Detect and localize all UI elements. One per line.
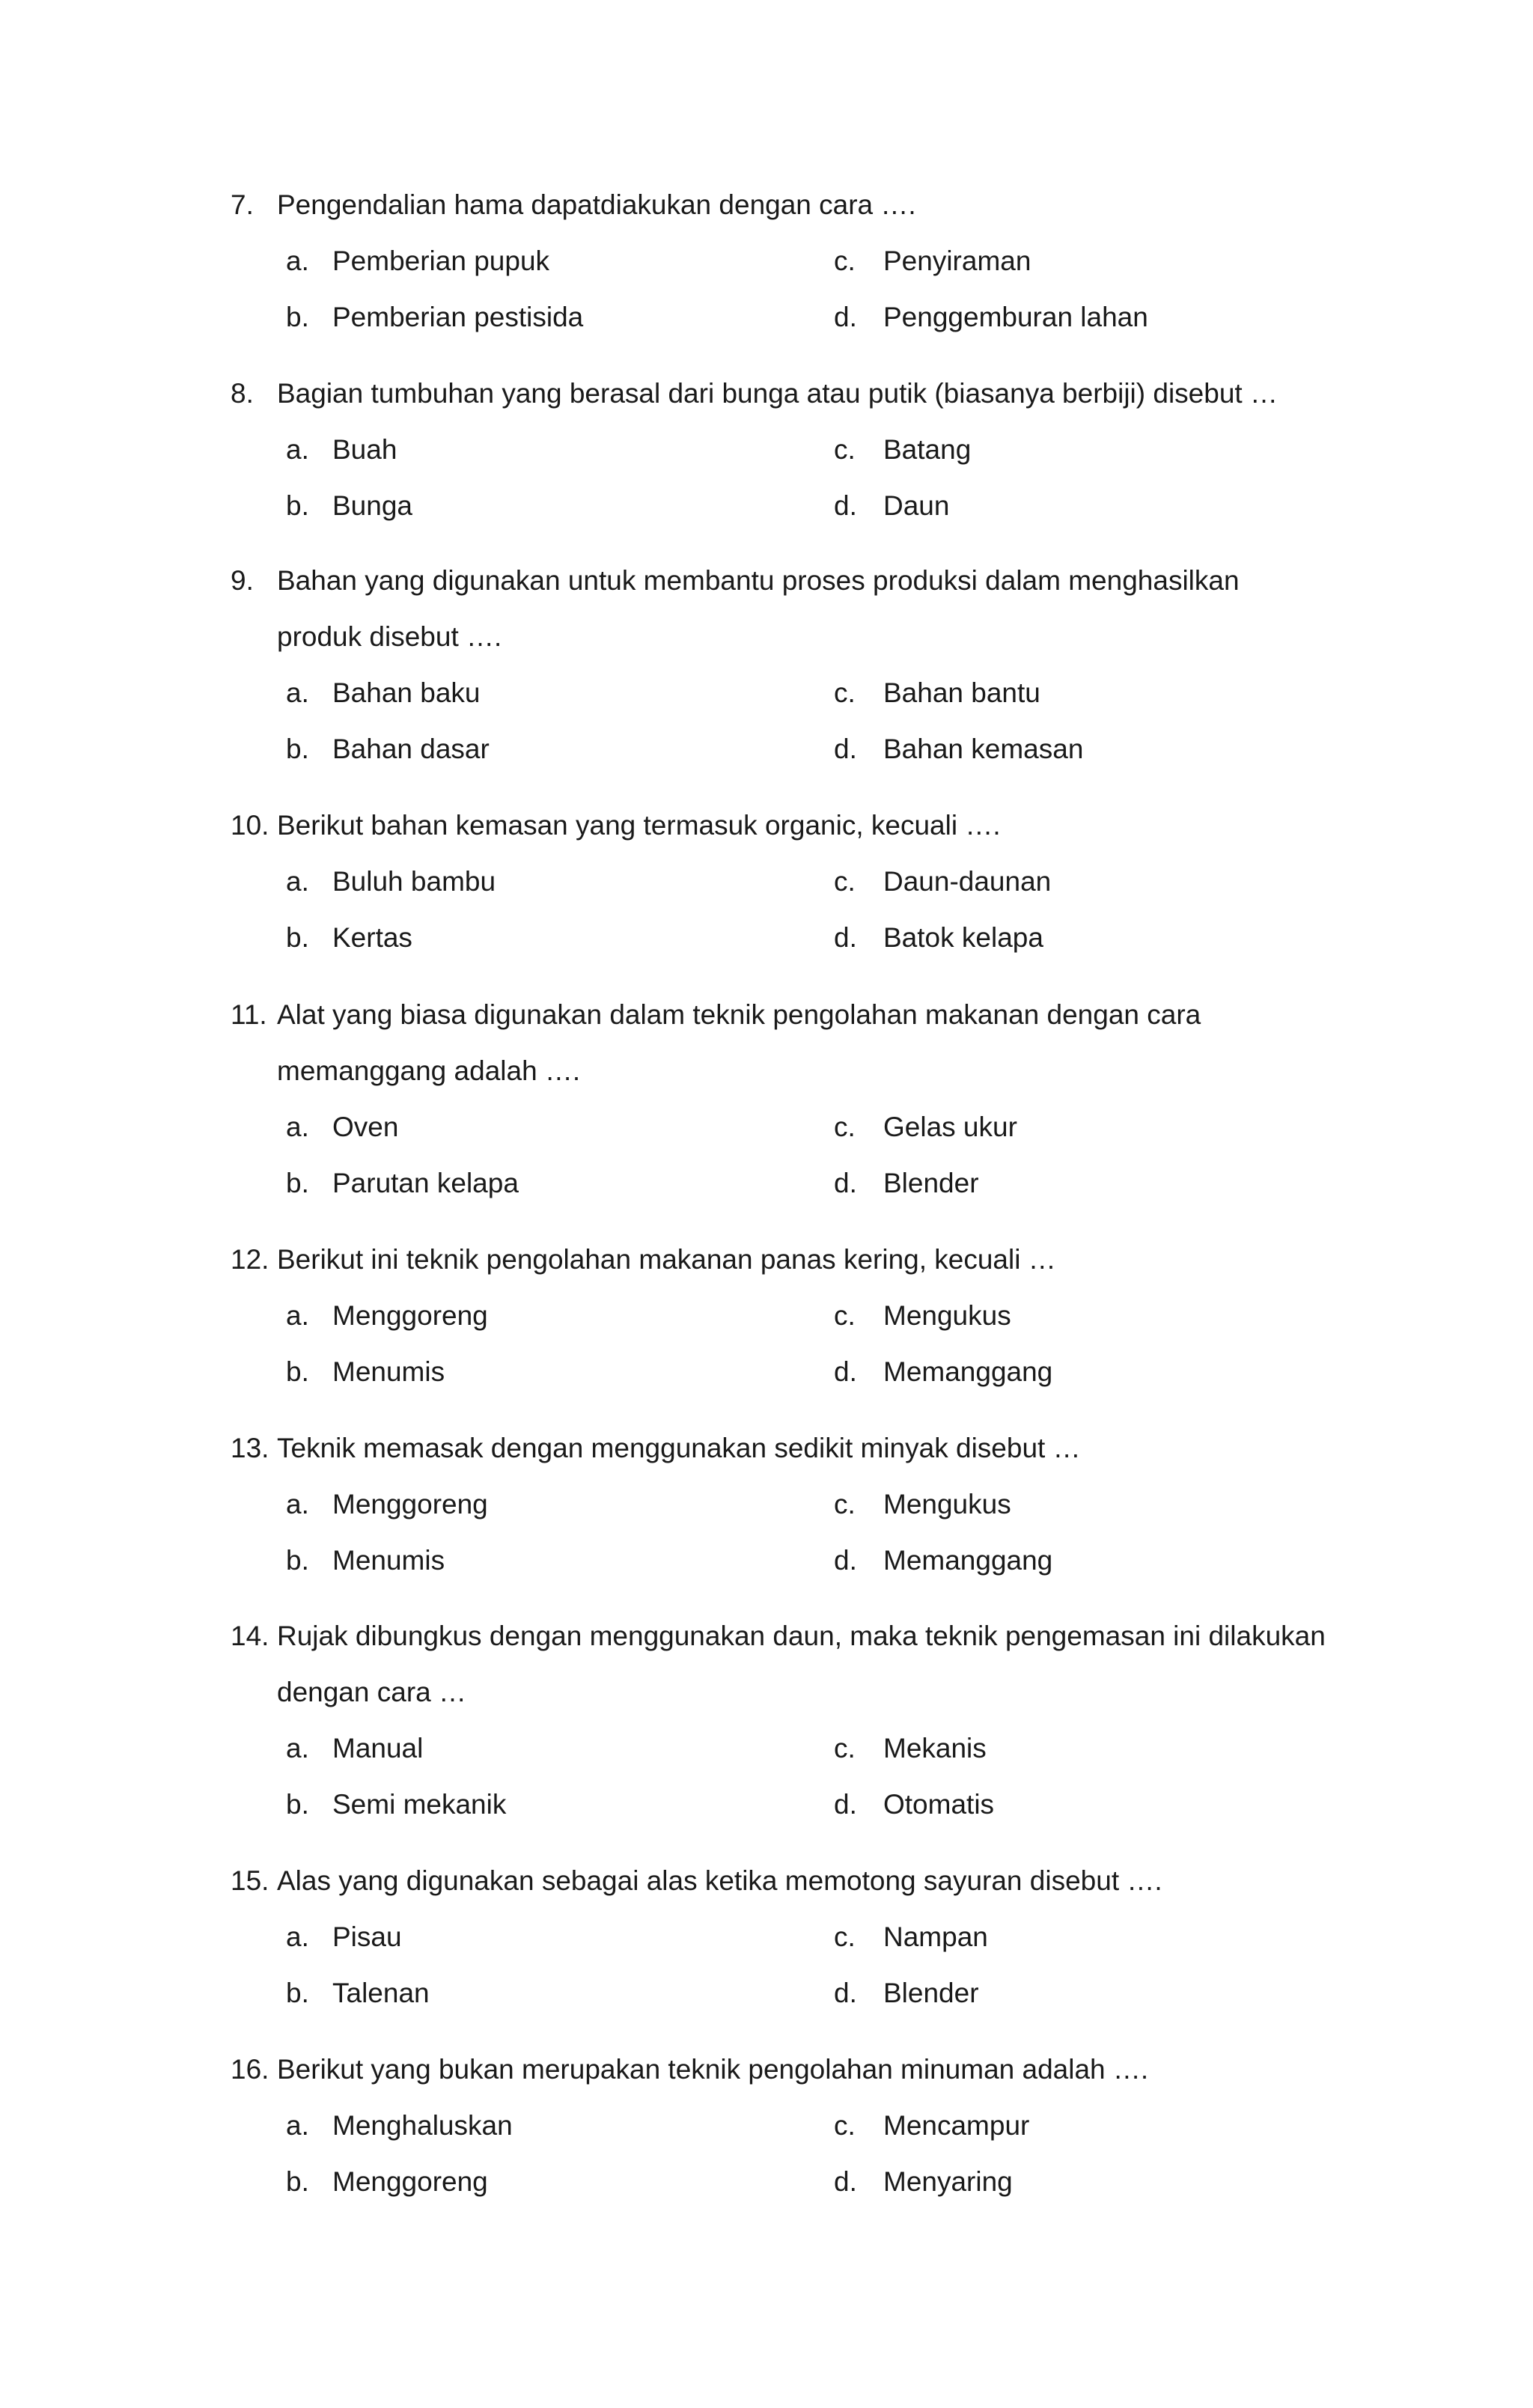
question-13	[231, 1420, 1353, 1588]
question-text: Rujak dibungkus dengan menggunakan daun, maka teknik pengemasan ini dilakukan	[277, 1621, 1326, 1651]
option-b	[286, 289, 583, 345]
option-row	[231, 1909, 1353, 1965]
option-letter: b.	[286, 1789, 309, 1820]
option-text: Memanggang	[883, 1356, 1053, 1387]
option-c	[834, 665, 1040, 721]
option-text: Bunga	[332, 490, 412, 521]
option-letter: a.	[286, 1112, 309, 1142]
question-number: 12.	[231, 1244, 269, 1275]
option-text: Pemberian pestisida	[332, 302, 584, 332]
question-text: Pengendalian hama dapatdiakukan dengan cara ….	[277, 189, 916, 220]
option-a	[286, 1287, 488, 1344]
option-c	[834, 853, 1051, 909]
option-text: Otomatis	[883, 1789, 995, 1820]
option-letter: c.	[834, 1921, 856, 1952]
option-c	[834, 1476, 1011, 1532]
question-16	[231, 2041, 1353, 2210]
option-text: Daun-daunan	[883, 866, 1052, 897]
question-text: Bagian tumbuhan yang berasal dari bunga atau putik (biasanya berbiji) disebut …	[277, 378, 1278, 409]
option-letter: c.	[834, 1112, 856, 1142]
question-text: Bahan yang digunakan untuk membantu proses produksi dalam menghasilkan	[277, 565, 1240, 596]
option-a	[286, 1909, 402, 1965]
option-row	[231, 1720, 1353, 1776]
option-a	[286, 233, 549, 289]
option-text: Batok kelapa	[883, 922, 1043, 953]
option-c	[834, 1720, 987, 1776]
option-a	[286, 1099, 398, 1155]
option-letter: d.	[834, 302, 857, 332]
question-text: Alas yang digunakan sebagai alas ketika memotong sayuran disebut ….	[277, 1865, 1162, 1896]
option-text: Semi mekanik	[332, 1789, 507, 1820]
option-a	[286, 1720, 423, 1776]
option-letter: a.	[286, 246, 309, 276]
option-text: Menyaring	[883, 2166, 1013, 2197]
option-b	[286, 2154, 488, 2210]
question-number: 14.	[231, 1621, 269, 1651]
option-text: Parutan kelapa	[332, 1168, 519, 1198]
option-letter: b.	[286, 922, 309, 953]
question-14	[231, 1608, 1353, 1832]
option-row	[231, 909, 1353, 966]
option-letter: c.	[834, 246, 856, 276]
option-a	[286, 853, 496, 909]
option-letter: c.	[834, 2110, 856, 2141]
option-letter: d.	[834, 1978, 857, 2008]
question-9	[231, 552, 1353, 777]
option-letter: a.	[286, 2110, 309, 2141]
option-b	[286, 1155, 519, 1211]
option-text: Pisau	[332, 1921, 402, 1952]
option-row	[231, 1532, 1353, 1588]
option-letter: c.	[834, 866, 856, 897]
option-text: Kertas	[332, 922, 412, 953]
option-letter: c.	[834, 434, 856, 465]
option-a	[286, 2097, 513, 2154]
option-text: Mengukus	[883, 1300, 1011, 1331]
option-letter: d.	[834, 734, 857, 764]
option-row	[231, 289, 1353, 345]
option-letter: d.	[834, 1168, 857, 1198]
option-c	[834, 1287, 1011, 1344]
question-10	[231, 797, 1353, 966]
option-row	[231, 853, 1353, 909]
option-letter: b.	[286, 302, 309, 332]
option-row	[231, 721, 1353, 777]
question-number: 8.	[231, 378, 254, 409]
question-text-continued: dengan cara …	[277, 1677, 467, 1707]
option-text: Bahan bantu	[883, 677, 1040, 708]
option-b	[286, 721, 490, 777]
question-text: Berikut ini teknik pengolahan makanan panas kering, kecuali …	[277, 1244, 1056, 1275]
option-letter: a.	[286, 1733, 309, 1764]
option-b	[286, 1776, 506, 1832]
option-text: Buah	[332, 434, 397, 465]
option-letter: d.	[834, 490, 857, 521]
question-number: 16.	[231, 2054, 269, 2085]
question-8	[231, 365, 1353, 534]
option-d	[834, 478, 949, 534]
option-text: Penggemburan lahan	[883, 302, 1148, 332]
option-text: Mekanis	[883, 1733, 987, 1764]
question-text: Berikut bahan kemasan yang termasuk organic, kecuali ….	[277, 810, 1001, 841]
question-number: 7.	[231, 189, 254, 220]
question-number: 10.	[231, 810, 269, 841]
option-b	[286, 1532, 445, 1588]
option-text: Talenan	[332, 1978, 430, 2008]
option-text: Blender	[883, 1978, 979, 2008]
option-letter: c.	[834, 677, 856, 708]
option-text: Menggoreng	[332, 1489, 488, 1520]
option-letter: c.	[834, 1300, 856, 1331]
option-a	[286, 421, 397, 478]
option-d	[834, 289, 1148, 345]
option-letter: d.	[834, 2166, 857, 2197]
option-text: Oven	[332, 1112, 399, 1142]
option-d	[834, 1344, 1052, 1400]
option-letter: d.	[834, 1356, 857, 1387]
option-d	[834, 1776, 994, 1832]
option-letter: b.	[286, 1545, 309, 1576]
option-d	[834, 1155, 979, 1211]
option-letter: a.	[286, 1921, 309, 1952]
question-text-continued: memanggang adalah ….	[277, 1055, 581, 1086]
question-7	[231, 177, 1353, 345]
option-c	[834, 2097, 1029, 2154]
option-text: Penyiraman	[883, 246, 1031, 276]
option-letter: a.	[286, 866, 309, 897]
option-text: Menumis	[332, 1356, 445, 1387]
option-text: Menghaluskan	[332, 2110, 513, 2141]
option-c	[834, 1099, 1017, 1155]
option-text: Mencampur	[883, 2110, 1030, 2141]
option-text: Nampan	[883, 1921, 988, 1952]
option-text: Pemberian pupuk	[332, 246, 550, 276]
option-row	[231, 233, 1353, 289]
option-letter: b.	[286, 1168, 309, 1198]
option-row	[231, 2097, 1353, 2154]
option-text: Mengukus	[883, 1489, 1011, 1520]
option-letter: b.	[286, 1356, 309, 1387]
option-c	[834, 233, 1031, 289]
option-letter: c.	[834, 1489, 856, 1520]
option-b	[286, 478, 412, 534]
option-letter: b.	[286, 734, 309, 764]
option-a	[286, 1476, 488, 1532]
option-d	[834, 1532, 1052, 1588]
option-letter: b.	[286, 2166, 309, 2197]
question-number: 15.	[231, 1865, 269, 1896]
option-text: Menggoreng	[332, 2166, 488, 2197]
option-c	[834, 421, 971, 478]
option-row	[231, 1287, 1353, 1344]
option-text: Buluh bambu	[332, 866, 496, 897]
option-text: Bahan kemasan	[883, 734, 1084, 764]
question-number: 11.	[231, 999, 267, 1030]
question-12	[231, 1231, 1353, 1400]
option-text: Gelas ukur	[883, 1112, 1017, 1142]
option-d	[834, 909, 1043, 966]
question-15	[231, 1853, 1353, 2021]
option-letter: b.	[286, 490, 309, 521]
option-row	[231, 1776, 1353, 1832]
option-text: Batang	[883, 434, 972, 465]
option-c	[834, 1909, 988, 1965]
option-a	[286, 665, 481, 721]
option-text: Menggoreng	[332, 1300, 488, 1331]
question-number: 9.	[231, 565, 254, 596]
option-b	[286, 909, 412, 966]
option-letter: a.	[286, 677, 309, 708]
option-letter: a.	[286, 1489, 309, 1520]
question-text: Alat yang biasa digunakan dalam teknik pengolahan makanan dengan cara	[277, 999, 1201, 1030]
question-text: Teknik memasak dengan menggunakan sedikit minyak disebut …	[277, 1433, 1081, 1463]
option-letter: a.	[286, 1300, 309, 1331]
option-row	[231, 421, 1353, 478]
option-text: Memanggang	[883, 1545, 1053, 1576]
option-row	[231, 1965, 1353, 2021]
option-letter: b.	[286, 1978, 309, 2008]
option-text: Daun	[883, 490, 950, 521]
option-text: Menumis	[332, 1545, 445, 1576]
option-d	[834, 721, 1083, 777]
option-letter: d.	[834, 922, 857, 953]
option-text: Manual	[332, 1733, 424, 1764]
option-letter: c.	[834, 1733, 856, 1764]
option-row	[231, 665, 1353, 721]
option-row	[231, 1155, 1353, 1211]
option-d	[834, 1965, 979, 2021]
option-text: Bahan dasar	[332, 734, 490, 764]
option-row	[231, 1099, 1353, 1155]
option-text: Bahan baku	[332, 677, 481, 708]
question-number: 13.	[231, 1433, 269, 1463]
option-row	[231, 1344, 1353, 1400]
option-b	[286, 1965, 430, 2021]
option-letter: d.	[834, 1545, 857, 1576]
option-letter: d.	[834, 1789, 857, 1820]
option-b	[286, 1344, 445, 1400]
option-row	[231, 1476, 1353, 1532]
question-11	[231, 987, 1353, 1211]
question-text-continued: produk disebut ….	[277, 621, 502, 652]
option-d	[834, 2154, 1013, 2210]
option-row	[231, 2154, 1353, 2210]
option-text: Blender	[883, 1168, 979, 1198]
option-row	[231, 478, 1353, 534]
option-letter: a.	[286, 434, 309, 465]
question-text: Berikut yang bukan merupakan teknik pengolahan minuman adalah ….	[277, 2054, 1149, 2085]
